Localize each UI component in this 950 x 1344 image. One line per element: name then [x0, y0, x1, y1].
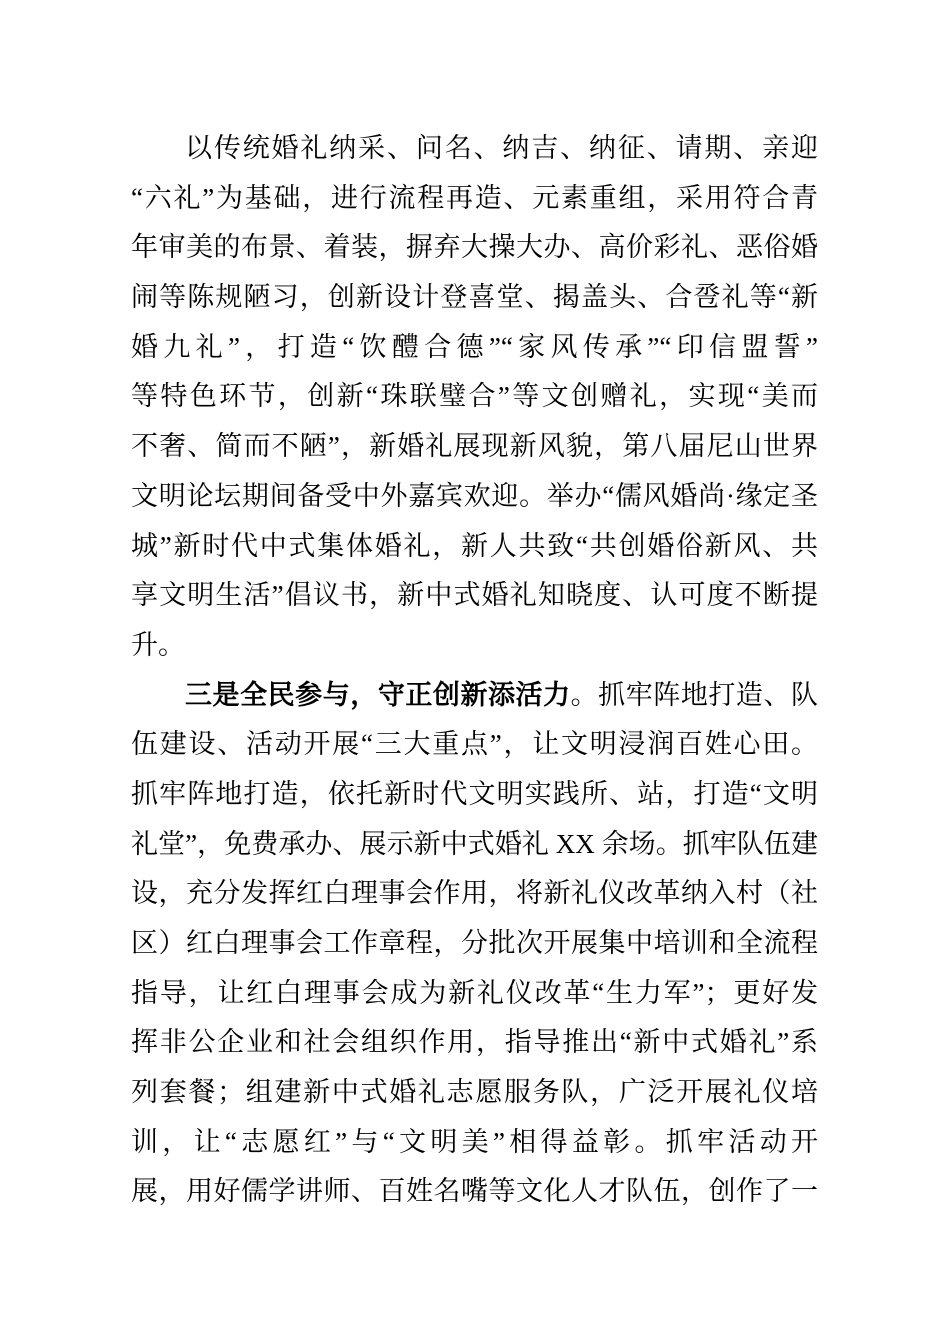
text-line [131, 1118, 818, 1168]
text-line [131, 1068, 818, 1118]
text-line [131, 522, 818, 572]
text-run: 训，让“志愿红”与“文明美”相得益彰。抓牢活动开 [131, 1126, 818, 1157]
text-line [131, 273, 818, 323]
text-line [131, 869, 818, 919]
text-run: 享文明生活”倡议书，新中式婚礼知晓度、认可度不断提 [131, 580, 818, 611]
text-line [131, 1167, 818, 1217]
text-run: 设，充分发挥红白理事会作用，将新礼仪改革纳入村（社 [131, 878, 818, 909]
text-line [131, 720, 818, 770]
text-line [131, 323, 818, 373]
text-run: 闹等陈规陋习，创新设计登喜堂、揭盖头、合卺礼等“新 [131, 282, 818, 313]
text-line [131, 372, 818, 422]
text-run: 抓牢阵地打造，依托新时代文明实践所、站，打造“文明 [131, 778, 818, 809]
text-run: 挥非公企业和社会组织作用，指导推出“新中式婚礼”系 [131, 1027, 818, 1058]
text-run: 列套餐；组建新中式婚礼志愿服务队，广泛开展礼仪培 [131, 1077, 818, 1108]
document-body [131, 124, 818, 1217]
text-run: 升。 [131, 629, 185, 660]
text-run: 文明论坛期间备受中外嘉宾欢迎。举办“儒风婚尚·缘定圣 [131, 480, 818, 511]
text-line [131, 1018, 818, 1068]
paragraph-three-public-participation [131, 671, 818, 1218]
text-run: 婚九礼”，打造“饮醴合德”“家风传承”“印信盟誓” [131, 331, 818, 362]
text-run: 。抓牢阵地打造、队 [570, 679, 819, 710]
text-line [131, 919, 818, 969]
text-run: 等特色环节，创新“珠联璧合”等文创赠礼，实现“美而 [131, 381, 818, 412]
text-run: 城”新时代中式集体婚礼，新人共致“共创婚俗新风、共 [131, 530, 818, 561]
text-line [131, 124, 818, 174]
text-run: 年审美的布景、着装，摒弃大操大办、高价彩礼、恶俗婚 [131, 232, 818, 263]
text-line [131, 969, 818, 1019]
text-line [131, 422, 818, 472]
text-run: “六礼”为基础，进行流程再造、元素重组，采用符合青 [131, 182, 818, 213]
text-run: 不奢、简而不陋”，新婚礼展现新风貌，第八届尼山世界 [131, 431, 818, 462]
text-run: 区）红白理事会工作章程，分批次开展集中培训和全流程 [131, 928, 818, 958]
text-line [131, 223, 818, 273]
text-run: 礼堂”，免费承办、展示新中式婚礼 XX 余场。抓牢队伍建 [131, 828, 818, 859]
text-line [131, 820, 818, 870]
text-line [131, 174, 818, 224]
text-run: 以传统婚礼纳采、问名、纳吉、纳征、请期、亲迎 [185, 133, 818, 163]
paragraph-traditional-wedding-rites [131, 124, 818, 671]
text-run: 伍建设、活动开展“三大重点”，让文明浸润百姓心田。 [131, 729, 818, 760]
text-line [131, 770, 818, 820]
text-line [131, 571, 818, 621]
text-line [131, 472, 818, 522]
text-line [131, 621, 818, 671]
text-line [131, 671, 818, 721]
text-run: 指导，让红白理事会成为新礼仪改革“生力军”；更好发 [131, 977, 818, 1008]
text-run: 展，用好儒学讲师、百姓名嘴等文化人才队伍，创作了一 [131, 1176, 818, 1207]
text-run-bold: 三是全民参与，守正创新添活力 [185, 679, 571, 710]
